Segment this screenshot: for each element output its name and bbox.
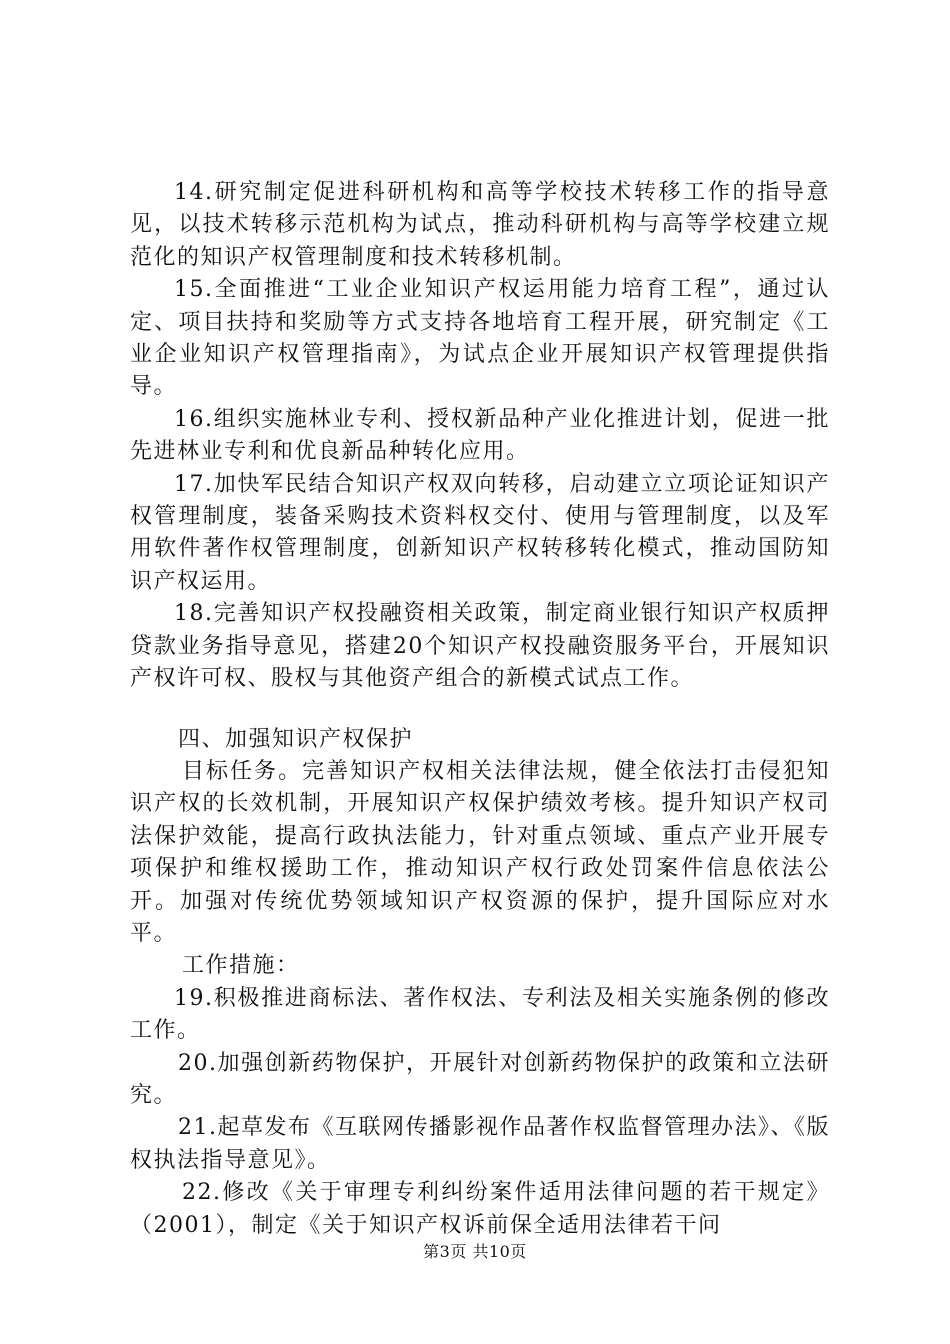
paragraph-21: 21.起草发布《互联网传播影视作品著作权监督管理办法》、《版权执法指导意见》。 bbox=[130, 1115, 830, 1173]
paragraph-15: 15.全面推进“工业企业知识产权运用能力培育工程”，通过认定、项目扶持和奖励等方式支持各地培育工程开展，研究制定《工业企业知识产权管理指南》，为试点企业开展知识产权管理提供指导。 bbox=[130, 277, 830, 400]
section-heading: 四、加强知识产权保护 bbox=[178, 726, 414, 752]
paragraph-19: 19.积极推进商标法、著作权法、专利法及相关实施条例的修改工作。 bbox=[130, 985, 830, 1044]
paragraph-16: 16.组织实施林业专利、授权新品种产业化推进计划，促进一批先进林业专利和优良新品种转化应用。 bbox=[130, 406, 830, 465]
paragraph-14: 14.研究制定促进科研机构和高等学校技术转移工作的指导意见，以技术转移示范机构为试点，推动科研机构与高等学校建立规范化的知识产权管理制度和技术转移机制。 bbox=[130, 180, 830, 270]
measures-label: 工作措施： bbox=[182, 953, 300, 979]
document-body bbox=[130, 177, 830, 1242]
paragraph-17: 17.加快军民结合知识产权双向转移，启动建立立项论证知识产权管理制度，装备采购技术资料权交付、使用与管理制度，以及军用软件著作权管理制度，创新知识产权转移转化模式，推动国防知识产权运用。 bbox=[130, 471, 830, 594]
paragraph-20: 20.加强创新药物保护，开展针对创新药物保护的政策和立法研究。 bbox=[130, 1050, 830, 1108]
paragraph-22: 22.修改《关于审理专利纠纷案件适用法律问题的若干规定》（2001），制定《关于知识产权诉前保全适用法律若干问 bbox=[130, 1180, 830, 1238]
page-number-footer: 第3页 共10页 bbox=[423, 1242, 527, 1261]
goal-paragraph: 目标任务。完善知识产权相关法律法规，健全依法打击侵犯知识产权的长效机制，开展知识产权保护绩效考核。提升知识产权司法保护效能，提高行政执法能力，针对重点领域、重点产业开展专项保护和维权援助工作，推动知识产权行政处罚案件信息依法公开。加强对传统优势领域知识产权资源的保护，提升国际应对水平。 bbox=[130, 758, 830, 946]
paragraph-18: 18.完善知识产权投融资相关政策，制定商业银行知识产权质押贷款业务指导意见，搭建20个知识产权投融资服务平台，开展知识产权许可权、股权与其他资产组合的新模式试点工作。 bbox=[130, 601, 830, 692]
section-gap bbox=[130, 696, 830, 724]
